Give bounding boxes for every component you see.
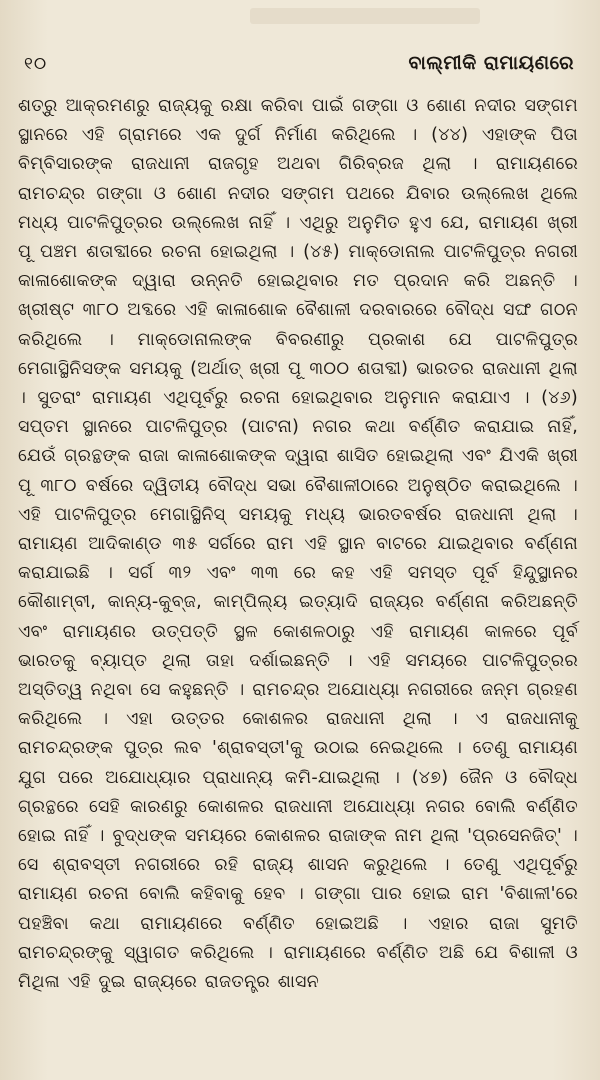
running-title: ବାଲ୍ମୀକି ରାମାୟଣରେ [408,52,574,74]
body-paragraph: ଶତ୍ରୁ ଆକ୍ରମଣରୁ ରାଜ୍ୟକୁ ରକ୍ଷା କରିବା ପାଇଁ ଗଙ୍ଗା ଓ ଶୋଣ ନଦୀର ସଙ୍ଗମ ସ୍ଥାନରେ ଏହି ଗ୍ରାମରେ ଏକ ଦୁର୍ଗ ନିର୍ମାଣ କରିଥିଲେ । (୪୪) ଏହାଙ୍କ ପିତା ବିମ୍ବିସାରଙ୍କ ରାଜଧାନୀ ରାଜଗୃହ ଅଥବା ଗିରିବ୍ରଜ ଥିଲା । ରାମାୟଣରେ ରାମଚନ୍ଦ୍ର ଗଙ୍ଗା ଓ ଶୋଣ ନଦୀର ସଙ୍ଗମ ପଥରେ ଯିବାର ଉଲ୍ଲେଖ ଥିଲେ ମଧ୍ୟ ପାଟଳିପୁତ୍ରର ଉଲ୍ଲେଖ ନାହିଁ । ଏଥିରୁ ଅନୁମିତ ହୁଏ ଯେ, ରାମାୟଣ ଖ୍ରୀ ପୂ ପଞ୍ଚମ ଶତାବ୍ଦୀରେ ରଚନା ହୋଇଥିଲା । (୪୫) ମାକ୍‌ଡୋନାଲ ପାଟଳିପୁତ୍ର ନଗରୀ କାଳାଶୋକଙ୍କ ଦ୍ୱାରା ଉନ୍ନତି ହୋଇଥିବାର ମତ ପ୍ରଦାନ କରି ଅଛନ୍ତି । ଖ୍ରୀଷ୍ଟ ୩୮୦ ଅବ୍ଦରେ ଏହି କାଳାଶୋକ ବୈଶାଳୀ ଦରବାରରେ ବୌଦ୍ଧ ସଙ୍ଘ ଗଠନ କରିଥିଲେ । ମାକ୍‌ଡୋନାଲଙ୍କ ବିବରଣୀରୁ ପ୍ରକାଶ ଯେ ପାଟଳିପୁତ୍ର ମେଗାସ୍ଥିନିସଙ୍କ ସମୟକୁ (ଅର୍ଥାତ୍ ଖ୍ରୀ ପୂ ୩୦୦ ଶତାବ୍ଦୀ) ଭାରତର ରାଜଧାନୀ ଥିଲା । ସୁତରାଂ ରାମାୟଣ ଏଥିପୂର୍ବରୁ ରଚନା ହୋଇଥିବାର ଅନୁମାନ କରାଯାଏ । (୪୬) ସପ୍ତମ ସ୍ଥାନରେ ପାଟଳିପୁତ୍ର (ପାଟନା) ନଗର କଥା ବର୍ଣ୍ଣିତ କରାଯାଇ ନାହିଁ, ଯେଉଁ ଗ୍ରନ୍ଥଙ୍କ ରାଜା କାଳାଶୋକଙ୍କ ଦ୍ୱାରା ଶାସିତ ହୋଇଥିଲା ଏବଂ ଯିଏକି ଖ୍ରୀ ପୂ ୩୮୦ ବର୍ଷରେ ଦ୍ୱିତୀୟ ବୌଦ୍ଧ ସଭା ବୈଶାଳୀଠାରେ ଅନୁଷ୍ଠିତ କରାଇଥିଲେ । ଏହି ପାଟଳିପୁତ୍ର ମେଗାସ୍ଥିନିସ୍ ସମୟକୁ ମଧ୍ୟ ଭାରତବର୍ଷର ରାଜଧାନୀ ଥିଲା । ରାମାୟଣ ଆଦିକାଣ୍ଡ ୩୫ ସର୍ଗରେ ରାମ ଏହି ସ୍ଥାନ ବାଟରେ ଯାଇଥିବାର ବର୍ଣ୍ଣନା କରାଯାଇଛି । ସର୍ଗ ୩୨ ଏବଂ ୩୩ ରେ କହ ଏହି ସମସ୍ତ ପୂର୍ବ ହିନ୍ଦୁସ୍ଥାନର କୌଶାମ୍ବୀ, କାନ୍ୟ-କୁବ୍ଜ, କାମ୍ପିଲ୍ୟ ଇତ୍ୟାଦି ରାଜ୍ୟର ବର୍ଣ୍ଣନା କରିଅଛନ୍ତି ଏବଂ ରାମାୟଣର ଉତ୍ପତ୍ତି ସ୍ଥଳ କୋଶଳଠାରୁ ଏହି ରାମାୟଣ କାଳରେ ପୂର୍ବ ଭାରତକୁ ବ୍ୟାପ୍ତ ଥିଲା ତାହା ଦର୍ଶାଇଛନ୍ତି । ଏହି ସମୟରେ ପାଟଳିପୁତ୍ରର ଅସ୍ତିତ୍ୱ ନଥିବା ସେ କହୁଛନ୍ତି । ରାମଚନ୍ଦ୍ର ଅଯୋଧ୍ୟା ନଗରୀରେ ଜନ୍ମ ଗ୍ରହଣ କରିଥିଲେ । ଏହା ଉତ୍ତର କୋଶଳର ରାଜଧାନୀ ଥିଲା । ଏ ରାଜଧାନୀକୁ ରାମଚନ୍ଦ୍ରଙ୍କ ପୁତ୍ର ଲବ 'ଶ୍ରାବସ୍ତୀ'କୁ ଉଠାଇ ନେଇଥିଲେ । ତେଣୁ ରାମାୟଣ ଯୁଗ ପରେ ଅଯୋଧ୍ୟାର ପ୍ରାଧାନ୍ୟ କମି-ଯାଇଥିଲା । (୪୭) ଜୈନ ଓ ବୌଦ୍ଧ ଗ୍ରନ୍ଥରେ ସେହି କାରଣରୁ କୋଶଳର ରାଜଧାନୀ ଅଯୋଧ୍ୟା ନଗର ବୋଲି ବର୍ଣ୍ଣିତ ହୋଇ ନାହିଁ । ବୁଦ୍ଧଙ୍କ ସମୟରେ କୋଶଳର ରାଜାଙ୍କ ନାମ ଥିଲା 'ପ୍ରସେନଜିତ୍' । ସେ ଶ୍ରାବସ୍ତୀ ନଗରୀରେ ରହି ରାଜ୍ୟ ଶାସନ କରୁଥିଲେ । ତେଣୁ ଏଥିପୂର୍ବରୁ ରାମାୟଣ ରଚନା ବୋଲି କହିବାକୁ ହେବ । ଗଙ୍ଗା ପାର ହୋଇ ରାମ 'ବିଶାଳୀ'ରେ ପହଞ୍ଚିବା କଥା ରାମାୟଣରେ ବର୍ଣ୍ଣିତ ହୋଇଅଛି । ଏହାର ରାଜା ସୁମତି ରାମଚନ୍ଦ୍ରଙ୍କୁ ସ୍ୱାଗତ କରିଥିଲେ । ରାମାୟଣରେ ବର୍ଣ୍ଣିତ ଅଛି ଯେ ବିଶାଳୀ ଓ ମିଥିଳା ଏହି ଦୁଇ ରାଜ୍ୟରେ ରାଜତନ୍ତ୍ର ଶାସନ [18,96,578,993]
bleed-through-shadow [250,8,480,24]
page-header [18,52,578,92]
page-number: ୧୦ [24,54,48,74]
